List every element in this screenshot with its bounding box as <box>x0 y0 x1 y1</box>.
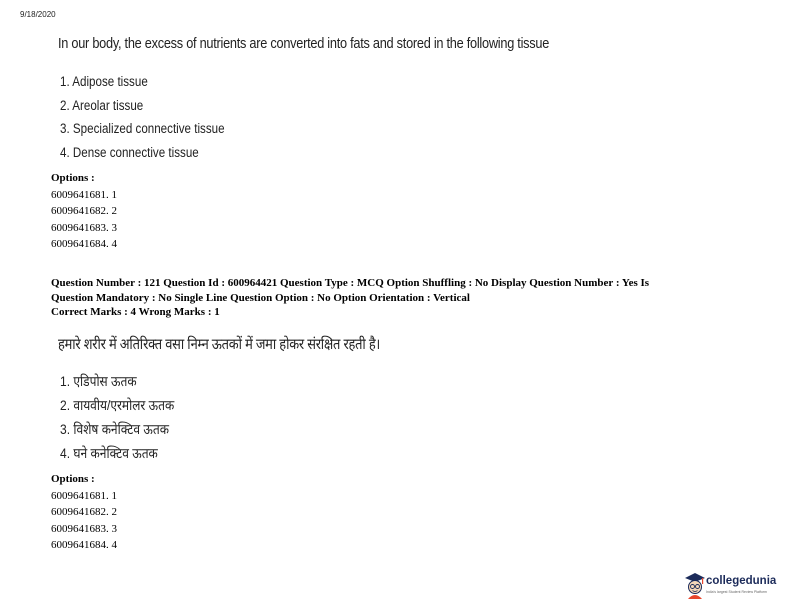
option-id-row: 6009641682. 2 <box>51 506 117 518</box>
question-text-english: In our body, the excess of nutrients are converted into fats and stored in the following tissue <box>58 36 550 52</box>
choice-item: 2. Areolar tissue <box>60 97 144 113</box>
choice-list-english <box>60 74 251 168</box>
metadata-line: Question Mandatory : No Single Line Question Option : No Option Orientation : Vertical <box>51 291 470 304</box>
graduate-mascot-icon <box>684 572 706 600</box>
option-id-row: 6009641681. 1 <box>51 188 117 201</box>
option-id-row: 6009641684. 4 <box>51 539 117 551</box>
choice-item: 1. Adipose tissue <box>60 74 148 89</box>
options-heading: Options : <box>51 172 95 184</box>
logo-tagline: India's largest Student Review Platform <box>706 590 767 594</box>
options-block <box>51 172 117 255</box>
question-metadata <box>51 276 751 320</box>
choice-item: 2. वायवीय/एरमोलर ऊतक <box>60 397 175 413</box>
choice-item: 1. एडिपोस ऊतक <box>60 373 137 389</box>
option-id-row: 6009641683. 3 <box>51 522 117 535</box>
options-block <box>51 473 117 556</box>
metadata-line: Correct Marks : 4 Wrong Marks : 1 <box>51 306 220 318</box>
options-heading: Options : <box>51 473 95 485</box>
choice-item: 4. घने कनेक्टिव ऊतक <box>60 445 158 461</box>
logo-wordmark: collegedunia <box>706 575 777 587</box>
page-date: 9/18/2020 <box>20 10 56 19</box>
collegedunia-logo <box>684 572 784 602</box>
option-id-row: 6009641681. 1 <box>51 489 117 502</box>
choice-item: 3. Specialized connective tissue <box>60 121 225 136</box>
choice-item: 3. विशेष कनेक्टिव ऊतक <box>60 421 169 437</box>
option-id-row: 6009641682. 2 <box>51 205 117 217</box>
question-text-hindi: हमारे शरीर में अतिरिक्त वसा निम्न ऊतकों में जमा होकर संरक्षित रहती है। <box>58 336 381 353</box>
option-id-row: 6009641683. 3 <box>51 221 117 234</box>
metadata-line: Question Number : 121 Question Id : 600964421 Question Type : MCQ Option Shuffling : No Display Question Number : Yes Is <box>51 277 650 289</box>
option-id-row: 6009641684. 4 <box>51 238 117 250</box>
choice-list-hindi <box>60 372 193 468</box>
choice-item: 4. Dense connective tissue <box>60 144 199 160</box>
